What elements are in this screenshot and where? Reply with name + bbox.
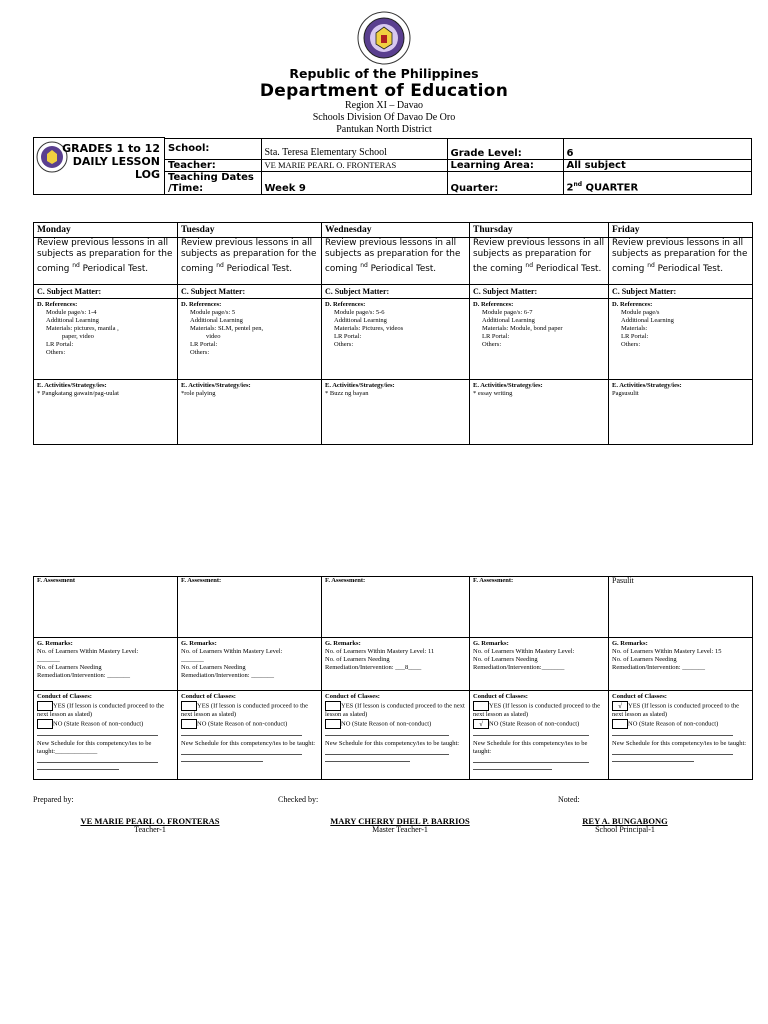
module-pages: Module page/s: 5 bbox=[190, 309, 236, 316]
yes-checkbox[interactable] bbox=[181, 701, 197, 711]
yes-text: YES (If lesson is conducted proceed to the next lesson as slated) bbox=[473, 702, 601, 718]
needing-remediation: No. of Learners Needing bbox=[473, 656, 538, 663]
additional-learning: Additional Learning bbox=[334, 317, 387, 324]
additional-learning: Additional Learning bbox=[482, 317, 535, 324]
remediation-count: Remediation/Intervention: _______ bbox=[181, 672, 274, 679]
objective-text-end: Periodical Test. bbox=[654, 263, 724, 274]
yes-checkbox[interactable]: √ bbox=[612, 701, 628, 711]
prepared-by-role: Teacher-1 bbox=[134, 825, 166, 834]
day-heading: Monday bbox=[37, 225, 71, 235]
subject-matter-cell bbox=[470, 285, 609, 299]
division-text: Schools Division Of Davao De Oro bbox=[312, 112, 456, 123]
conduct-no bbox=[37, 719, 174, 729]
subject-matter-label: C. Subject Matter: bbox=[325, 287, 390, 296]
conduct-yes bbox=[181, 701, 318, 719]
references-label: D. References: bbox=[612, 301, 653, 308]
yes-checkbox[interactable] bbox=[473, 701, 489, 711]
lr-portal: LR Portal: bbox=[482, 333, 510, 340]
dll-title-line1: GRADES 1 to 12 bbox=[62, 142, 160, 155]
materials-cont: paper, video bbox=[62, 333, 94, 340]
day-heading: Wednesday bbox=[325, 225, 372, 235]
objective-text: Review previous lessons in all subjects as preparation for the coming bbox=[37, 238, 173, 274]
references-cell bbox=[34, 299, 178, 380]
dates-label bbox=[165, 171, 262, 194]
prepared-by-label: Prepared by: bbox=[33, 795, 74, 804]
assessment-label: Pasulit bbox=[612, 576, 634, 585]
objective-text-end: Periodical Test. bbox=[79, 263, 149, 274]
activities-text: Pagsusulit bbox=[612, 390, 639, 397]
activities-cell bbox=[609, 380, 753, 445]
activities-text: * Buzz ng bayan bbox=[325, 390, 369, 397]
assessment-label: F. Assessment: bbox=[325, 577, 366, 584]
conduct-cell bbox=[322, 691, 470, 780]
department-heading: Department of Education bbox=[259, 81, 509, 101]
day-header-cell bbox=[609, 223, 753, 238]
materials: Materials: Module, bond paper bbox=[482, 325, 563, 332]
remarks-label: G. Remarks: bbox=[37, 640, 73, 647]
references-cell bbox=[178, 299, 322, 380]
day-heading: Friday bbox=[612, 225, 640, 235]
mastery-count: No. of Learners Within Mastery Level: bbox=[181, 648, 283, 655]
objective-sup: nd bbox=[525, 262, 534, 269]
needing-remediation: No. of Learners Needing bbox=[37, 664, 102, 671]
school-value: Sta. Teresa Elementary School bbox=[261, 138, 447, 159]
conduct-label: Conduct of Classes: bbox=[325, 693, 380, 700]
no-text: NO (State Reason of non-conduct) bbox=[489, 720, 580, 728]
schedule-line bbox=[325, 748, 449, 755]
needing-remediation: No. of Learners Needing bbox=[612, 656, 677, 663]
remarks-label: G. Remarks: bbox=[473, 640, 509, 647]
remarks-cell bbox=[322, 638, 470, 691]
no-checkbox[interactable] bbox=[37, 719, 53, 729]
schedule-line bbox=[612, 748, 733, 755]
no-checkbox[interactable] bbox=[612, 719, 628, 729]
remarks-label: G. Remarks: bbox=[612, 640, 648, 647]
region-text: Region XI – Davao bbox=[344, 100, 424, 111]
objective-text: Review previous lessons in all subjects as preparation for the coming bbox=[612, 238, 748, 274]
new-schedule: New Schedule for this competency/ies to be taught: bbox=[325, 740, 460, 747]
subject-matter-label: C. Subject Matter: bbox=[181, 287, 246, 296]
needing-remediation: No. of Learners Needing bbox=[181, 664, 246, 671]
no-text: NO (State Reason of non-conduct) bbox=[341, 720, 432, 728]
yes-checkbox[interactable] bbox=[37, 701, 53, 711]
quarter-value: 2nd QUARTER bbox=[563, 171, 752, 194]
grade-value: 6 bbox=[563, 138, 752, 159]
objective-cell bbox=[470, 238, 609, 285]
teacher-value: VE MARIE PEARL O. FRONTERAS bbox=[261, 159, 447, 171]
new-schedule: New Schedule for this competency/ies to be taught: bbox=[473, 740, 588, 755]
schedule-line-2 bbox=[612, 755, 694, 762]
assessment-cell bbox=[178, 577, 322, 638]
remediation-count: Remediation/Intervention: _______ bbox=[37, 672, 130, 679]
activities-label: E. Activities/Strategy/ies: bbox=[37, 382, 107, 389]
mastery-count: No. of Learners Within Mastery Level: bbox=[473, 648, 575, 655]
no-text: NO (State Reason of non-conduct) bbox=[628, 720, 719, 728]
schedule-line-2 bbox=[325, 755, 410, 762]
lr-portal: LR Portal: bbox=[46, 341, 74, 348]
remediation-count: Remediation/Intervention: ___8____ bbox=[325, 664, 422, 671]
others: Others: bbox=[621, 341, 641, 348]
conduct-label: Conduct of Classes: bbox=[612, 693, 667, 700]
mastery-count: No. of Learners Within Mastery Level: bbox=[37, 648, 139, 655]
dll-title-line3: LOG bbox=[135, 168, 160, 181]
objective-cell bbox=[322, 238, 470, 285]
reason-line bbox=[473, 729, 589, 736]
conduct-no bbox=[612, 719, 749, 729]
references-label: D. References: bbox=[37, 301, 78, 308]
remediation-count: Remediation/Intervention: _______ bbox=[612, 664, 705, 671]
references-label: D. References: bbox=[181, 301, 222, 308]
conduct-no bbox=[325, 719, 466, 729]
objective-text: Review previous lessons in all subjects as preparation for the coming bbox=[325, 238, 461, 274]
objective-sup: nd bbox=[216, 262, 224, 269]
dates-label-line1: Teaching Dates bbox=[168, 171, 254, 183]
additional-learning: Additional Learning bbox=[621, 317, 674, 324]
remarks-cell bbox=[609, 638, 753, 691]
remarks-label: G. Remarks: bbox=[181, 640, 217, 647]
teacher-label: Teacher: bbox=[165, 159, 262, 171]
references-cell bbox=[609, 299, 753, 380]
references-label: D. References: bbox=[325, 301, 366, 308]
conduct-cell bbox=[609, 691, 753, 780]
conduct-yes bbox=[473, 701, 605, 719]
assessment-label: F. Assessment: bbox=[181, 577, 222, 584]
dll-title-cell bbox=[34, 138, 165, 195]
grade-label: Grade Level: bbox=[447, 138, 563, 159]
day-header-cell bbox=[178, 223, 322, 238]
references-label: D. References: bbox=[473, 301, 514, 308]
schedule-line-2 bbox=[473, 763, 552, 770]
others: Others: bbox=[190, 349, 210, 356]
quarter-label: Quarter: bbox=[447, 171, 563, 194]
area-value: All subject bbox=[563, 159, 752, 171]
activities-cell bbox=[178, 380, 322, 445]
objective-sup: nd bbox=[647, 262, 655, 269]
activities-cell bbox=[34, 380, 178, 445]
yes-text: YES (If lesson is conducted proceed to the next lesson as slated) bbox=[612, 702, 740, 718]
objective-cell bbox=[609, 238, 753, 285]
new-schedule: New Schedule for this competency/ies to be taught: bbox=[612, 740, 747, 747]
objective-text-end: Periodical Test. bbox=[223, 263, 293, 274]
yes-checkbox[interactable] bbox=[325, 701, 341, 711]
dates-value: Week 9 bbox=[261, 171, 447, 194]
day-heading: Thursday bbox=[473, 225, 513, 235]
checked-by-role: Master Teacher-1 bbox=[372, 825, 428, 834]
dates-label-line2: /Time: bbox=[168, 182, 204, 194]
module-pages: Module page/s: 1-4 bbox=[46, 309, 97, 316]
subject-matter-cell bbox=[178, 285, 322, 299]
conduct-yes bbox=[37, 701, 174, 719]
deped-seal bbox=[357, 11, 411, 65]
mastery-value: _______ bbox=[37, 656, 60, 663]
noted-label: Noted: bbox=[558, 795, 580, 804]
lesson-grid-bottom bbox=[33, 576, 753, 780]
activities-text: * essay writing bbox=[473, 390, 513, 397]
others: Others: bbox=[46, 349, 66, 356]
conduct-no bbox=[473, 719, 605, 729]
dll-title-line2: DAILY LESSON bbox=[72, 155, 160, 168]
objective-sup: nd bbox=[360, 262, 368, 269]
subject-matter-cell bbox=[322, 285, 470, 299]
lr-portal: LR Portal: bbox=[190, 341, 218, 348]
no-checkbox[interactable]: √ bbox=[473, 719, 489, 729]
objective-cell bbox=[34, 238, 178, 285]
conduct-cell bbox=[34, 691, 178, 780]
mastery-count: No. of Learners Within Mastery Level: 11 bbox=[325, 648, 435, 655]
no-checkbox[interactable] bbox=[181, 719, 197, 729]
references-cell bbox=[322, 299, 470, 380]
schedule-line-2 bbox=[37, 763, 119, 770]
subject-matter-cell bbox=[34, 285, 178, 299]
area-label: Learning Area: bbox=[447, 159, 563, 171]
conduct-label: Conduct of Classes: bbox=[181, 693, 236, 700]
module-pages: Module page/s bbox=[621, 309, 660, 316]
republic-heading: Republic of the Philippines bbox=[289, 66, 479, 81]
assessment-cell bbox=[34, 577, 178, 638]
remediation-count: Remediation/Intervention:_______ bbox=[473, 664, 565, 671]
conduct-cell bbox=[470, 691, 609, 780]
activities-label: E. Activities/Strategy/ies: bbox=[473, 382, 543, 389]
assessment-cell bbox=[322, 577, 470, 638]
checked-by-label: Checked by: bbox=[278, 795, 319, 804]
district-text: Pantukan North District bbox=[336, 124, 432, 135]
references-cell bbox=[470, 299, 609, 380]
objective-sup: nd bbox=[72, 262, 80, 269]
objective-text-end: Periodical Test. bbox=[533, 263, 602, 274]
noted-by-role: School Principal-1 bbox=[595, 825, 655, 834]
yes-text: YES (If lesson is conducted proceed to the next lesson as slated) bbox=[325, 702, 465, 718]
activities-label: E. Activities/Strategy/ies: bbox=[612, 382, 682, 389]
schedule-line-2 bbox=[181, 755, 263, 762]
conduct-label: Conduct of Classes: bbox=[37, 693, 92, 700]
no-text: NO (State Reason of non-conduct) bbox=[197, 720, 288, 728]
module-pages: Module page/s: 6-7 bbox=[482, 309, 533, 316]
activities-label: E. Activities/Strategy/ies: bbox=[325, 382, 395, 389]
prepared-by-name: VE MARIE PEARL O. FRONTERAS bbox=[80, 816, 220, 826]
objective-cell bbox=[178, 238, 322, 285]
lesson-grid-top bbox=[33, 222, 753, 445]
mastery-value: _______ bbox=[181, 656, 204, 663]
materials: Materials: pictures, manila , bbox=[46, 325, 119, 332]
remarks-label: G. Remarks: bbox=[325, 640, 361, 647]
conduct-yes bbox=[612, 701, 749, 719]
no-text: NO (State Reason of non-conduct) bbox=[53, 720, 144, 728]
yes-text: YES (If lesson is conducted proceed to the next lesson as slated) bbox=[181, 702, 309, 718]
objective-text-end: Periodical Test. bbox=[367, 263, 437, 274]
lr-portal: LR Portal: bbox=[334, 333, 362, 340]
school-label: School: bbox=[165, 138, 262, 159]
subject-matter-cell bbox=[609, 285, 753, 299]
needing-remediation: No. of Learners Needing bbox=[325, 656, 390, 663]
subject-matter-label: C. Subject Matter: bbox=[612, 287, 677, 296]
others: Others: bbox=[334, 341, 354, 348]
mastery-count: No. of Learners Within Mastery Level: 15 bbox=[612, 648, 722, 655]
assessment-cell bbox=[609, 577, 753, 638]
subject-matter-label: C. Subject Matter: bbox=[37, 287, 102, 296]
activities-label: E. Activities/Strategy/ies: bbox=[181, 382, 251, 389]
assessment-label: F. Assessment: bbox=[473, 577, 514, 584]
assessment-label: F. Assessment bbox=[37, 577, 76, 584]
new-schedule: New Schedule for this competency/ies to be taught: bbox=[181, 740, 316, 747]
additional-learning: Additional Learning bbox=[190, 317, 243, 324]
remarks-cell bbox=[470, 638, 609, 691]
activities-text: * Pangkatang gawain/pag-uulat bbox=[37, 390, 119, 397]
objective-text: Review previous lessons in all subjects as preparation for the coming bbox=[473, 238, 605, 274]
materials: Materials: Pictures, videos bbox=[334, 325, 404, 332]
reason-line bbox=[181, 729, 302, 736]
day-heading: Tuesday bbox=[181, 225, 215, 235]
remarks-cell bbox=[34, 638, 178, 691]
subject-matter-label: C. Subject Matter: bbox=[473, 287, 538, 296]
materials-cont: video bbox=[206, 333, 221, 340]
noted-by-name: REY A. BUNGABONG bbox=[582, 816, 668, 826]
reason-line bbox=[612, 729, 733, 736]
additional-learning: Additional Learning bbox=[46, 317, 99, 324]
day-header-cell bbox=[470, 223, 609, 238]
lr-portal: LR Portal: bbox=[621, 333, 649, 340]
conduct-yes bbox=[325, 701, 466, 719]
others: Others: bbox=[482, 341, 502, 348]
materials: Materials: SLM, pentel pen, bbox=[190, 325, 264, 332]
info-table bbox=[33, 137, 752, 195]
remarks-cell bbox=[178, 638, 322, 691]
reason-line bbox=[37, 729, 158, 736]
conduct-no bbox=[181, 719, 318, 729]
new-schedule: New Schedule for this competency/ies to be taught:_____________ bbox=[37, 740, 152, 755]
yes-text: YES (If lesson is conducted proceed to the next lesson as slated) bbox=[37, 702, 165, 718]
module-pages: Module page/s: 5-6 bbox=[334, 309, 385, 316]
conduct-label: Conduct of Classes: bbox=[473, 693, 528, 700]
activities-text: *role palying bbox=[181, 390, 216, 397]
reason-line bbox=[325, 729, 449, 736]
activities-cell bbox=[470, 380, 609, 445]
checked-by-name: MARY CHERRY DHEL P. BARRIOS bbox=[330, 816, 470, 826]
conduct-cell bbox=[178, 691, 322, 780]
objective-text: Review previous lessons in all subjects as preparation for the coming bbox=[181, 238, 317, 274]
schedule-line bbox=[37, 756, 158, 763]
schedule-line bbox=[181, 748, 302, 755]
no-checkbox[interactable] bbox=[325, 719, 341, 729]
activities-cell bbox=[322, 380, 470, 445]
day-header-cell bbox=[322, 223, 470, 238]
assessment-cell bbox=[470, 577, 609, 638]
materials: Materials: bbox=[621, 325, 648, 332]
schedule-line bbox=[473, 756, 589, 763]
day-header-cell bbox=[34, 223, 178, 238]
